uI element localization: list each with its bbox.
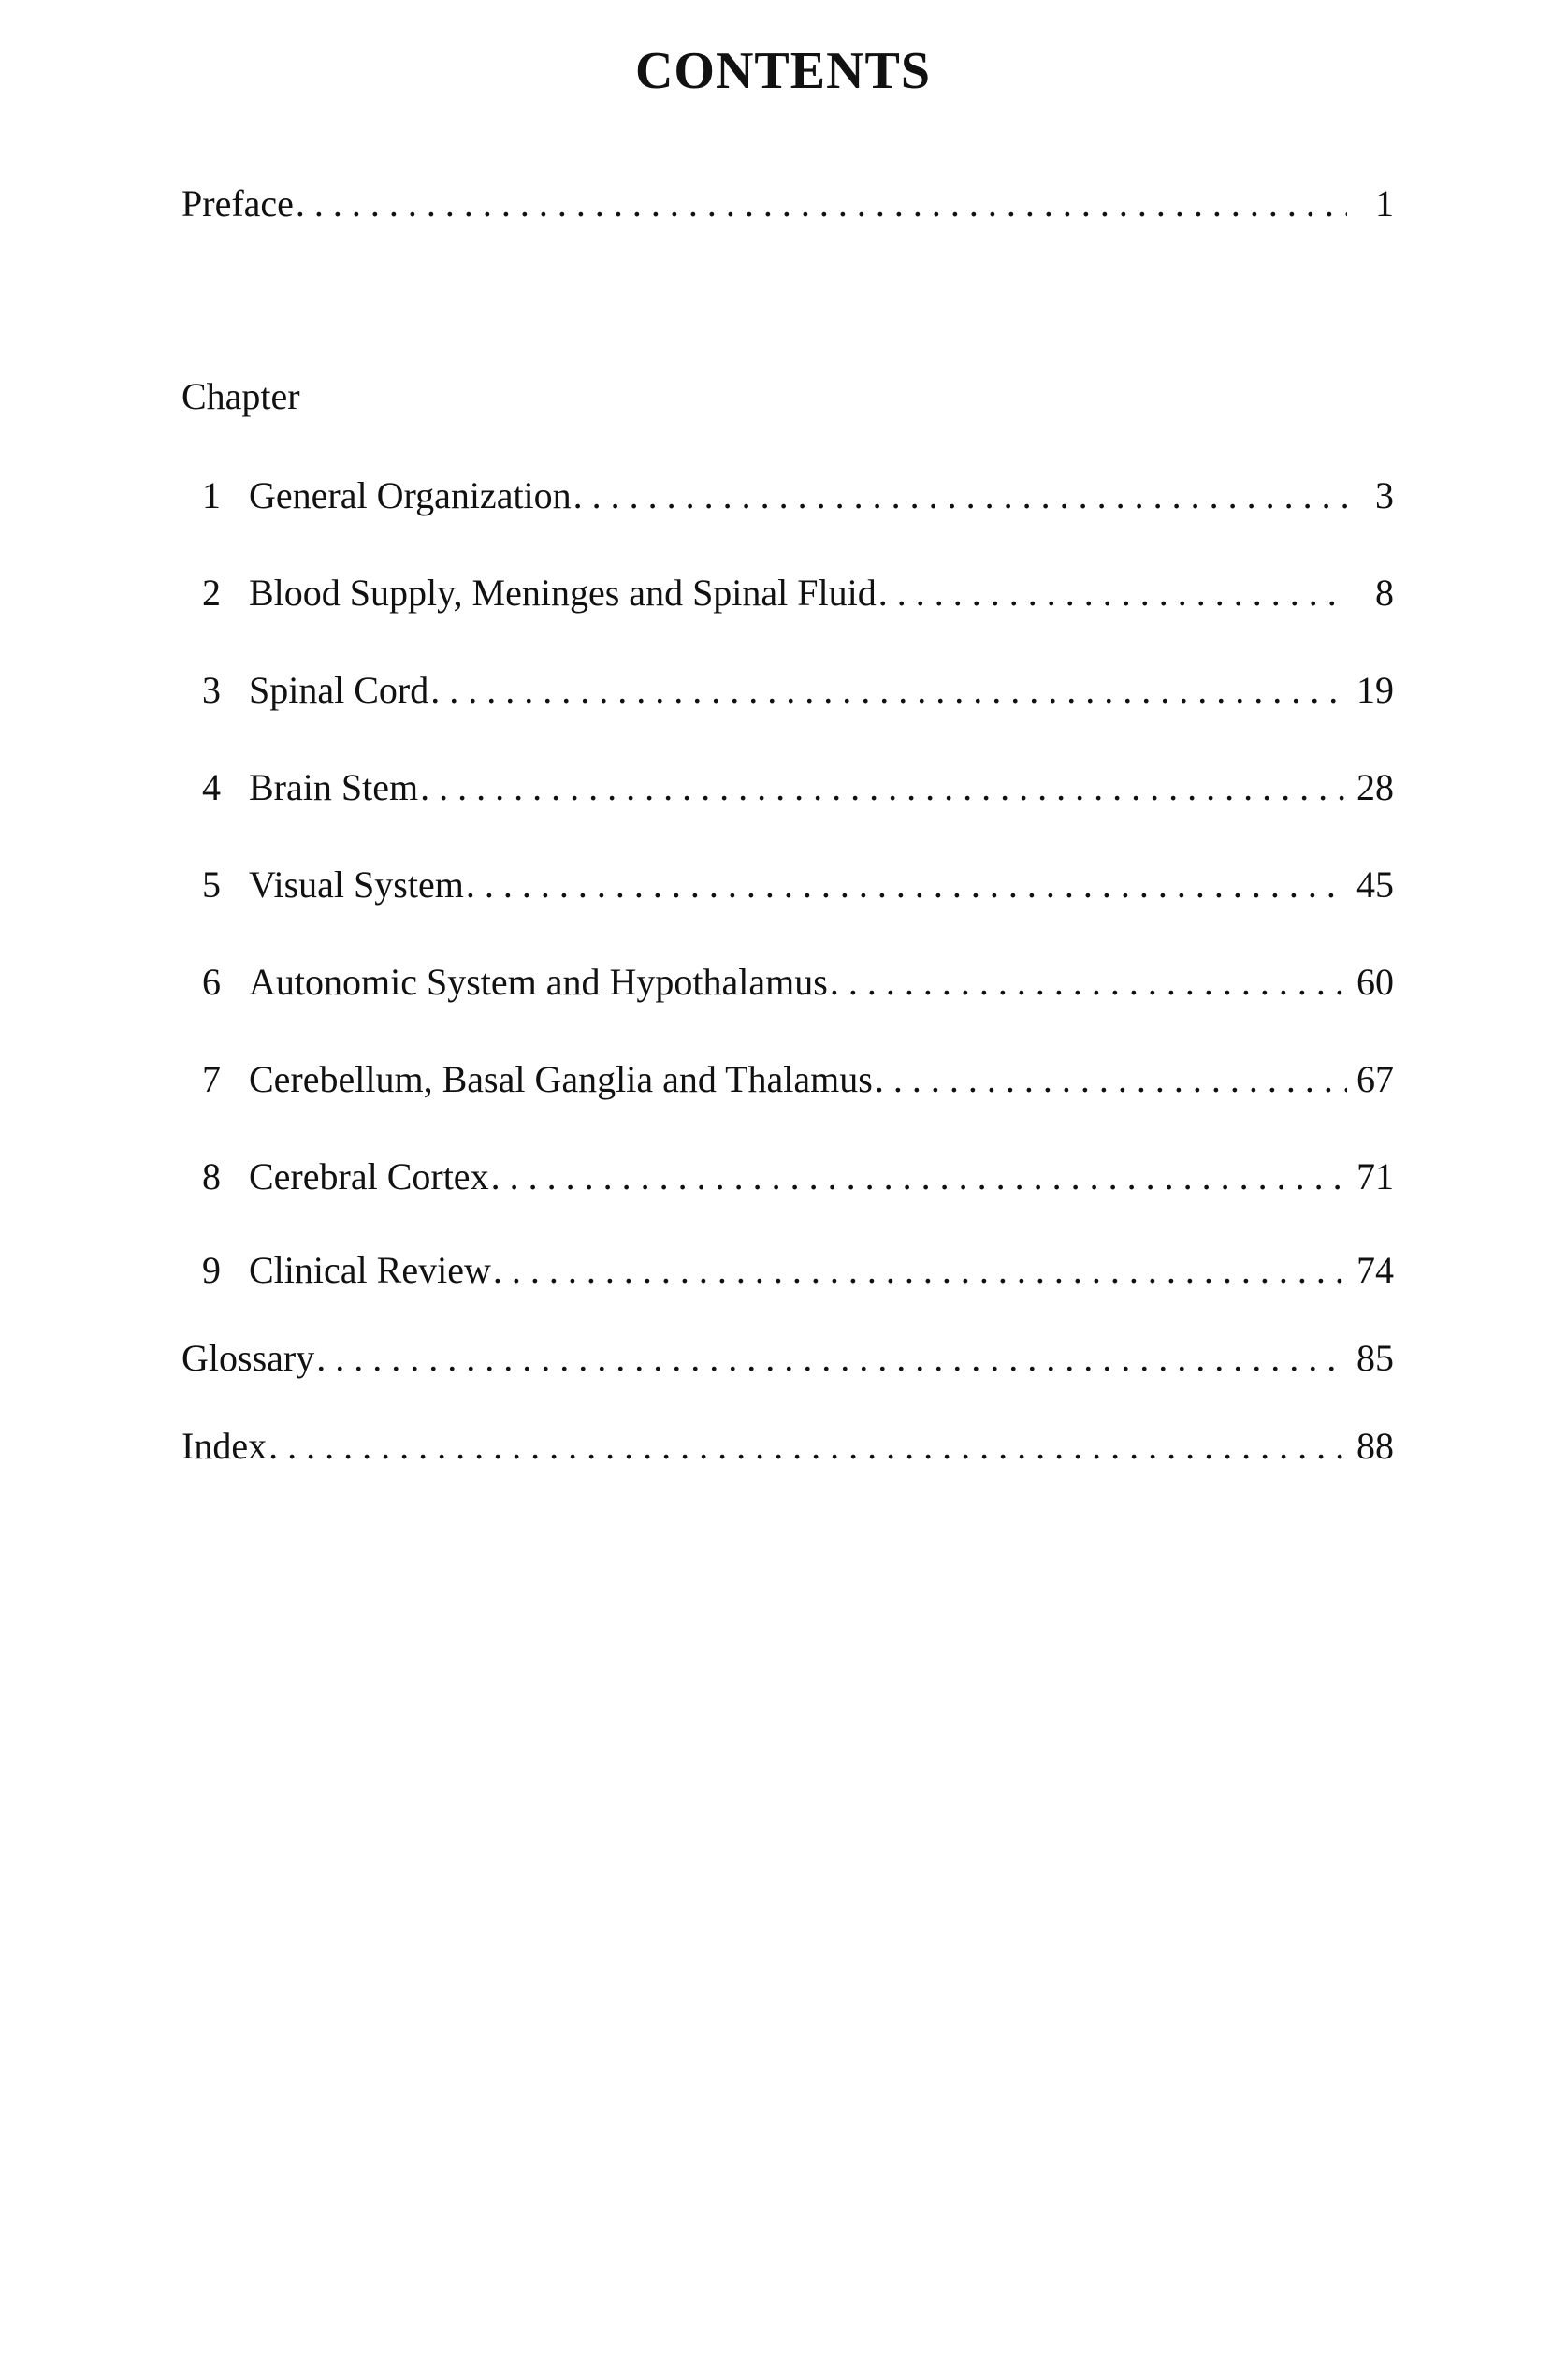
toc-entry-index[interactable] <box>181 1422 1394 1471</box>
dot-leader <box>875 1055 1347 1104</box>
toc-entry-label: Clinical Review <box>249 1249 491 1291</box>
toc-page-number: 28 <box>1356 766 1394 808</box>
chapter-heading: Chapter <box>181 375 300 417</box>
toc-page-number: 85 <box>1356 1337 1394 1379</box>
toc-page-number: 60 <box>1356 961 1394 1003</box>
chapter-number: 2 <box>202 572 221 614</box>
toc-entry-label: Visual System <box>249 863 464 906</box>
toc-page-number: 71 <box>1356 1155 1394 1197</box>
toc-entry-label: Blood Supply, Meninges and Spinal Fluid <box>249 572 877 614</box>
dot-leader <box>430 666 1347 715</box>
chapter-number: 6 <box>202 961 221 1003</box>
toc-page-number: 88 <box>1356 1425 1394 1467</box>
dot-leader <box>466 861 1347 909</box>
chapter-number: 9 <box>202 1249 221 1291</box>
toc-entry-label: Brain Stem <box>249 766 419 808</box>
dot-leader <box>573 472 1347 520</box>
toc-entry-label: Autonomic System and Hypothalamus <box>249 961 828 1003</box>
toc-entry-chapter-8[interactable] <box>181 1153 1394 1201</box>
toc-page-number: 67 <box>1356 1058 1394 1100</box>
dot-leader <box>268 1422 1347 1471</box>
dot-leader <box>878 569 1347 617</box>
dot-leader <box>420 763 1347 812</box>
chapter-number: 3 <box>202 669 221 711</box>
toc-page-number: 1 <box>1375 182 1394 225</box>
chapter-number: 7 <box>202 1058 221 1100</box>
chapter-number: 4 <box>202 766 221 808</box>
toc-entry-chapter-3[interactable] <box>181 666 1394 715</box>
toc-entry-chapter-7[interactable] <box>181 1055 1394 1104</box>
dot-leader <box>830 958 1347 1007</box>
dot-leader <box>491 1153 1347 1201</box>
toc-entry-label: Spinal Cord <box>249 669 429 711</box>
toc-entry-label: General Organization <box>249 474 572 516</box>
toc-entry-label: Index <box>181 1425 268 1467</box>
toc-entry-label: Cerebellum, Basal Ganglia and Thalamus <box>249 1058 873 1100</box>
toc-entry-preface[interactable] <box>181 180 1394 228</box>
toc-entry-label: Preface <box>181 182 294 225</box>
toc-entry-chapter-2[interactable] <box>181 569 1394 617</box>
toc-page-number: 74 <box>1356 1249 1394 1291</box>
toc-page-number: 8 <box>1375 572 1394 614</box>
toc-page-number: 19 <box>1356 669 1394 711</box>
toc-entry-label: Glossary <box>181 1337 315 1379</box>
chapter-number: 5 <box>202 863 221 906</box>
toc-entry-chapter-9[interactable] <box>181 1246 1394 1295</box>
page-title: CONTENTS <box>634 42 932 100</box>
toc-entry-glossary[interactable] <box>181 1334 1394 1383</box>
toc-entry-chapter-6[interactable] <box>181 958 1394 1007</box>
dot-leader <box>316 1334 1347 1383</box>
toc-entry-chapter-1[interactable] <box>181 472 1394 520</box>
toc-page-number: 45 <box>1356 863 1394 906</box>
dot-leader <box>493 1246 1347 1295</box>
toc-entry-label: Cerebral Cortex <box>249 1155 489 1197</box>
toc-page-number: 3 <box>1375 474 1394 516</box>
chapter-number: 8 <box>202 1155 221 1197</box>
dot-leader <box>296 180 1347 228</box>
toc-entry-chapter-5[interactable] <box>181 861 1394 909</box>
toc-entry-chapter-4[interactable] <box>181 763 1394 812</box>
chapter-number: 1 <box>202 474 221 516</box>
